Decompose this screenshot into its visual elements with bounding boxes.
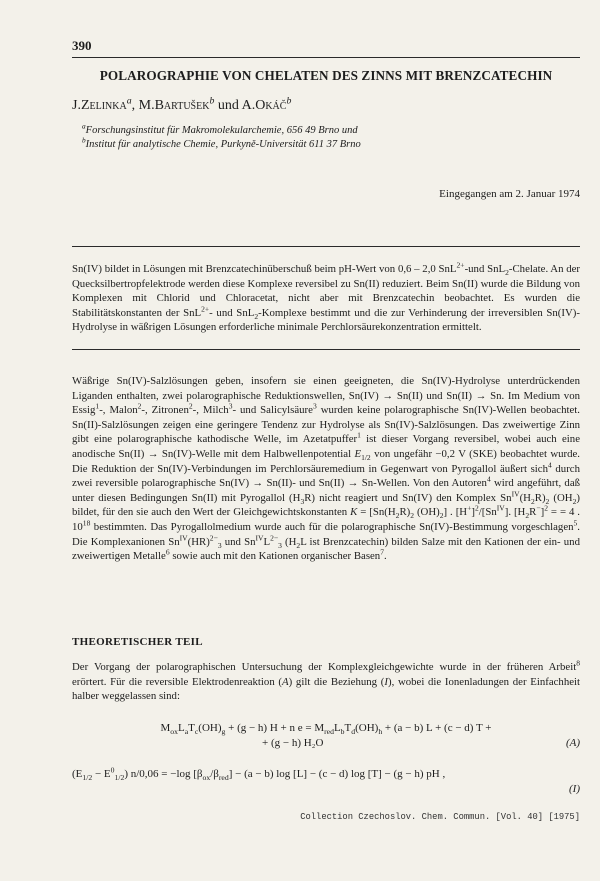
author-line: J.Zelinka$^a$, M.Bartušek$^b$ und A.Okáč$^b$ xyxy=(72,95,292,113)
article-title: POLAROGRAPHIE VON CHELATEN DES ZINNS MIT BRENZCATECHIN xyxy=(99,68,553,83)
equation-A-label: (A) xyxy=(565,737,580,749)
abstract-bottom-rule xyxy=(72,349,580,350)
abstract-top-rule xyxy=(72,246,580,247)
affiliations xyxy=(82,121,562,152)
affiliation-b: $^b$Institut für analytische Chemie, Purkyně-Universität 611 37 Brno xyxy=(82,135,361,150)
received-date: Eingegangen am 2. Januar 1974 xyxy=(439,188,580,200)
header-rule xyxy=(72,57,580,58)
theory-paragraph: Der Vorgang der polarographischen Untersuchung der Komplexgleichgewichte wurde in der früheren Arbeit$^8$ erörtert. Für die reversible Elektrodenreaktion (A) gilt die Beziehung (I), wobei die Ionenladungen der Einfachheit halber weggelassen sind: xyxy=(72,658,581,703)
journal-citation: Collection Czechoslov. Chem. Commun. [Vol. 40] [1975] xyxy=(300,812,580,822)
equation-A xyxy=(72,721,580,751)
page-number: 390 xyxy=(72,38,92,53)
equation-I-label: (I) xyxy=(569,783,580,795)
section-heading: THEORETISCHER TEIL xyxy=(72,636,203,648)
affiliation-a: $^a$Forschungsinstitut für Makromolekularchemie, 656 49 Brno und xyxy=(82,121,358,136)
equation-I: $(E_{1/2} - E^0_{1/2}) n/0,06 = -\log$ $[\beta_{ox}/\beta_{red}] - (a - b)$ log [L] − (c − d) log [T] − (g − h) pH , xyxy=(72,765,446,783)
equation-A-line2: + (g − h) H₂O (A) xyxy=(262,737,580,749)
equation-A-line1: $M_{ox}L_aT_c(OH)_g + (g - h) H + n$ $e = M_{red}L_bT_d(OH)_h + (a - b) L + (c - d) T$ + xyxy=(160,722,492,737)
abstract: Sn(IV) bildet in Lösungen mit Brenzcatechinüberschuß beim pH-Wert von 0,6 – 2,0 SnL$^{2+}$-und SnL$_2$-Chelate. An der Quecksilbertropfelektrode werden diese Komplexe reversibel zu Sn(II) reduziert. Beim Sn(II) wurde die Bildung von Komplexen mit Chlorid und Chloracetat, nicht aber mit Brenzcatechin beobachtet. Es wurden die Stabilitätskonstanten der SnL$^{2+}$- und SnL$_2$-Komplexe bestimmt und die zur Verhinderung der irreversiblen Sn(IV)-Hydrolyse in wäßrigen Lösungen erforderliche minimale Perchlorsäurekonzentration ermittelt. xyxy=(72,260,580,334)
introduction-paragraph: Wäßrige Sn(IV)-Salzlösungen geben, insofern sie einen geeigneten, die Sn(IV)-Hydrolyse unterdrückenden Liganden enthalten, zwei polarographische Reduktionswellen, Sn(IV) → Sn(II) und Sn(II) → Sn. Im Medium von Essig$^1$-, Malon$^2$-, Zitronen$^2$-, Milch$^3$- und Salicylsäure$^3$ wurden keine polarographische Sn(IV)-Wellen beobachtet. Sn(II)-Salzlösungen zeigen eine geringere Tendenz zur Hydrolyse als Sn(IV)-Salzlösungen. Das zweiwertige Zinn gibt eine polarographische kathodische Welle, im Azetatpuffer$^1$ ist dieser Vorgang reversibel, wobei auch eine anodische Sn(II) → Sn(IV)-Welle mit dem Halbwellenpotential $E_{1/2}$ von ungefähr −0,2 V (SKE) beobachtet wurde. Die Reduktion der Sn(IV)-Verbindungen im Perchlorsäuremedium in Gegenwart von Pyrogallol äußert sich$^4$ durch zwei reversible polarographische Sn(IV) → Sn(II)- und Sn(II) → Sn-Wellen. Von den Autoren$^4$ wird angeführt, daß unter diesen Bedingungen Sn(II) mit Pyrogallol $(H_3R)$ nicht reagiert und Sn(IV) den Komplex $Sn^{IV}(H_2R)_2$ $(OH_2)$ bildet, für den sie auch den Wert der Gleichgewichtskonstanten $K = [Sn(H_2R)_2$ $(OH)_2$] . $[H^+]^2/[Sn^{IV}]$. $[H_2R^-]^2$ = = 4 . $10^{18}$ bestimmten. Das Pyrogallolmedium wurde auch für die polarographische Sn(IV)-Bestimmung vorgeschlagen$^5$. Die Komplexanionen $Sn^{IV}(HR)^{2-}_3$ und $Sn^{IV}L^{2-}_3$ ($H_2L$ ist Brenzcatechin) bilden Salze mit den Kationen der ein- und zweiwertigen Metalle$^6$ sowie auch mit den Kationen organischer Basen$^7$. xyxy=(72,375,581,563)
